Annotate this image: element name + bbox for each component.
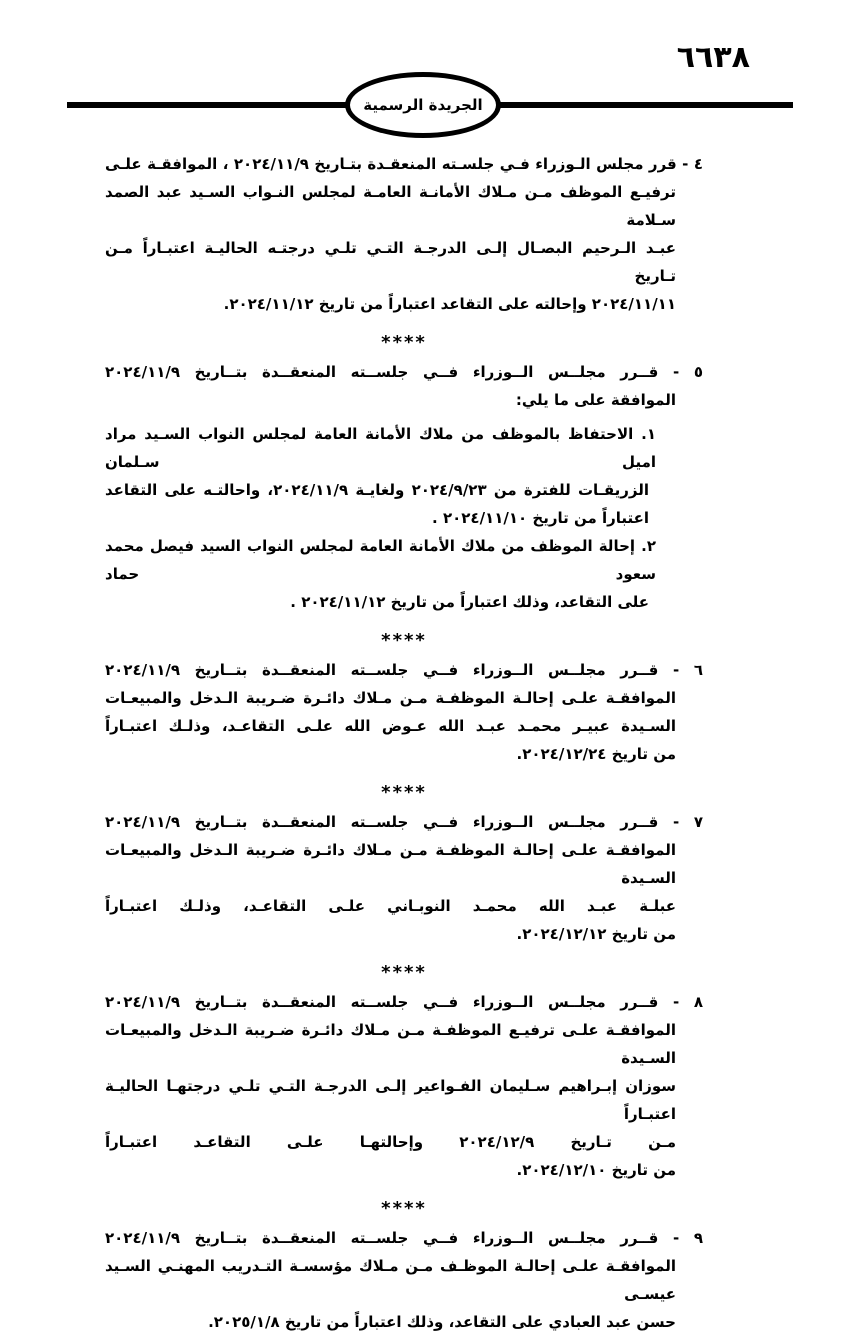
line-text: الزريقـات للفترة من ٢٠٢٤/٩/٢٣ ولغايـة ٢٠٢٤/١١/٩، واحالتـه على التقاعد (105, 481, 649, 499)
subitem-line (105, 504, 703, 532)
item-line (105, 290, 703, 318)
line-text: من تاريخ ٢٠٢٤/١٢/٢٤. (516, 745, 676, 763)
item-line (105, 684, 703, 712)
item-line (105, 920, 703, 948)
section-separator: **** (381, 630, 427, 651)
line-text: السـيدة عبيـر محمـد عبـد الله عـوض الله علـى التقاعـد، وذلـك اعتبـاراً (105, 717, 676, 735)
item-number: ٨ - (672, 993, 703, 1011)
line-text: قــرر مجلــس الــوزراء فــي جلســته المنعقــدة بتــاريخ ٢٠٢٤/١١/٩ (105, 661, 659, 679)
item-line (105, 656, 703, 684)
item-line (105, 1224, 703, 1252)
item-line (105, 836, 703, 892)
item-line (105, 1308, 703, 1336)
decision-item (105, 988, 703, 1184)
subitem-number: ١. (641, 425, 656, 443)
decision-subitems (105, 420, 703, 616)
section-separator: **** (381, 1198, 427, 1219)
line-text: حسن عبد العبادي على التقاعد، وذلك اعتباراً من تاريخ ٢٠٢٥/١/٨. (208, 1313, 676, 1331)
line-text: الموافقة على ما يلي: (515, 391, 676, 409)
item-line (105, 150, 703, 178)
gazette-banner (345, 72, 501, 138)
item-line (105, 178, 703, 234)
line-text: قــرر مجلــس الــوزراء فــي جلســته المنعقــدة بتــاريخ ٢٠٢٤/١١/٩ (105, 993, 659, 1011)
line-text: الموافقـة علـى إحالـة الموظـف مـن مـلاك مؤسسـة التـدريب المهنـي السـيد عيسـى (105, 1257, 676, 1303)
line-text: ترفيـع الموظف مـن مـلاك الأمانـة العامـة لمجلس النـواب السـيد عبد الصمد سـلامة (105, 183, 676, 229)
item-line (105, 234, 703, 290)
item-line (105, 892, 703, 920)
decision-subitem (105, 532, 703, 616)
line-text: من تاريخ ٢٠٢٤/١٢/١٢. (516, 925, 676, 943)
item-line (105, 1016, 703, 1072)
item-number: ٤ - (682, 155, 703, 173)
line-text: ٢٠٢٤/١١/١١ وإحالته على التقاعد اعتباراً من تاريخ ٢٠٢٤/١١/١٢. (223, 295, 676, 313)
section-separator: **** (381, 962, 427, 983)
line-text: قــرر مجلــس الــوزراء فــي جلســته المنعقــدة بتــاريخ ٢٠٢٤/١١/٩ (105, 363, 659, 381)
item-line (105, 988, 703, 1016)
decision-item (105, 808, 703, 948)
item-line (105, 712, 703, 740)
item-number: ٩ - (672, 1229, 703, 1247)
line-text: الموافقـة علـى ترفيـع الموظفـة مـن مـلاك دائـرة ضـريبة الـدخل والمبيعـات السـيدة (105, 1021, 676, 1067)
line-text: من تاريخ ٢٠٢٤/١٢/١٠. (516, 1161, 676, 1179)
line-text: على التقاعد، وذلك اعتباراً من تاريخ ٢٠٢٤/١١/١٢ . (290, 593, 649, 611)
subitem-line (105, 588, 703, 616)
item-line (105, 1156, 703, 1184)
line-text: اعتباراً من تاريخ ٢٠٢٤/١١/١٠ . (432, 509, 649, 527)
decision-item (105, 1224, 703, 1336)
decision-item (105, 150, 703, 318)
gazette-banner-label: الجريدة الرسمية (363, 96, 483, 114)
line-text: إحالة الموظف من ملاك الأمانة العامة لمجلس النواب السيد فيصل محمد سعود حماد (105, 537, 656, 583)
header-rule (0, 72, 850, 138)
page-number: ٦٦٣٨ (676, 40, 750, 75)
section-separator: **** (381, 332, 427, 353)
line-text: مـن تـاريخ ٢٠٢٤/١٢/٩ وإحالتهـا علـى التقاعـد اعتبـاراً (105, 1133, 677, 1151)
item-line (105, 1128, 703, 1156)
line-text: الموافقـة علـى إحالـة الموظفـة مـن مـلاك دائـرة ضـريبة الـدخل والمبيعـات السـيدة (105, 841, 676, 887)
item-line (105, 358, 703, 386)
line-text: الموافقـة علـى إحالـة الموظفـة مـن مـلاك دائـرة ضـريبة الـدخل والمبيعـات (105, 689, 676, 707)
item-line (105, 808, 703, 836)
decision-item (105, 656, 703, 768)
line-text: عبلـة عبـد الله محمـد النوبـاني علـى التقاعـد، وذلـك اعتبـاراً (105, 897, 676, 915)
line-text: الاحتفاظ بالموظف من ملاك الأمانة العامة لمجلس النواب السـيد مراد اميل سـلمان (105, 425, 656, 471)
item-line (105, 740, 703, 768)
subitem-line (105, 476, 703, 504)
item-line (105, 1252, 703, 1308)
item-number: ٥ - (672, 363, 703, 381)
item-line (105, 386, 703, 414)
decisions-list (105, 150, 703, 1336)
line-text: عبـد الـرحيم البصـال إلـى الدرجـة التـي تلـي درجتـه الحاليـة اعتبـاراً مـن تـاريخ (105, 239, 676, 285)
line-text: سوزان إبـراهيم سـليمان الفـواعير إلـى الدرجـة التـي تلـي درجتهـا الحاليـة اعتبـاراً (105, 1077, 676, 1123)
item-line (105, 1072, 703, 1128)
decision-subitem (105, 420, 703, 532)
item-number: ٧ - (672, 813, 703, 831)
section-separator: **** (381, 782, 427, 803)
subitem-line (105, 420, 703, 476)
item-number: ٦ - (672, 661, 703, 679)
line-text: قــرر مجلــس الــوزراء فــي جلســته المنعقــدة بتــاريخ ٢٠٢٤/١١/٩ (105, 1229, 659, 1247)
subitem-number: ٢. (641, 537, 656, 555)
decision-item (105, 358, 703, 616)
subitem-line (105, 532, 703, 588)
line-text: قرر مجلس الـوزراء فـي جلسـته المنعقـدة بتـاريخ ٢٠٢٤/١١/٩ ، الموافقـة علـى (105, 155, 677, 173)
line-text: قــرر مجلــس الــوزراء فــي جلســته المنعقــدة بتــاريخ ٢٠٢٤/١١/٩ (105, 813, 659, 831)
